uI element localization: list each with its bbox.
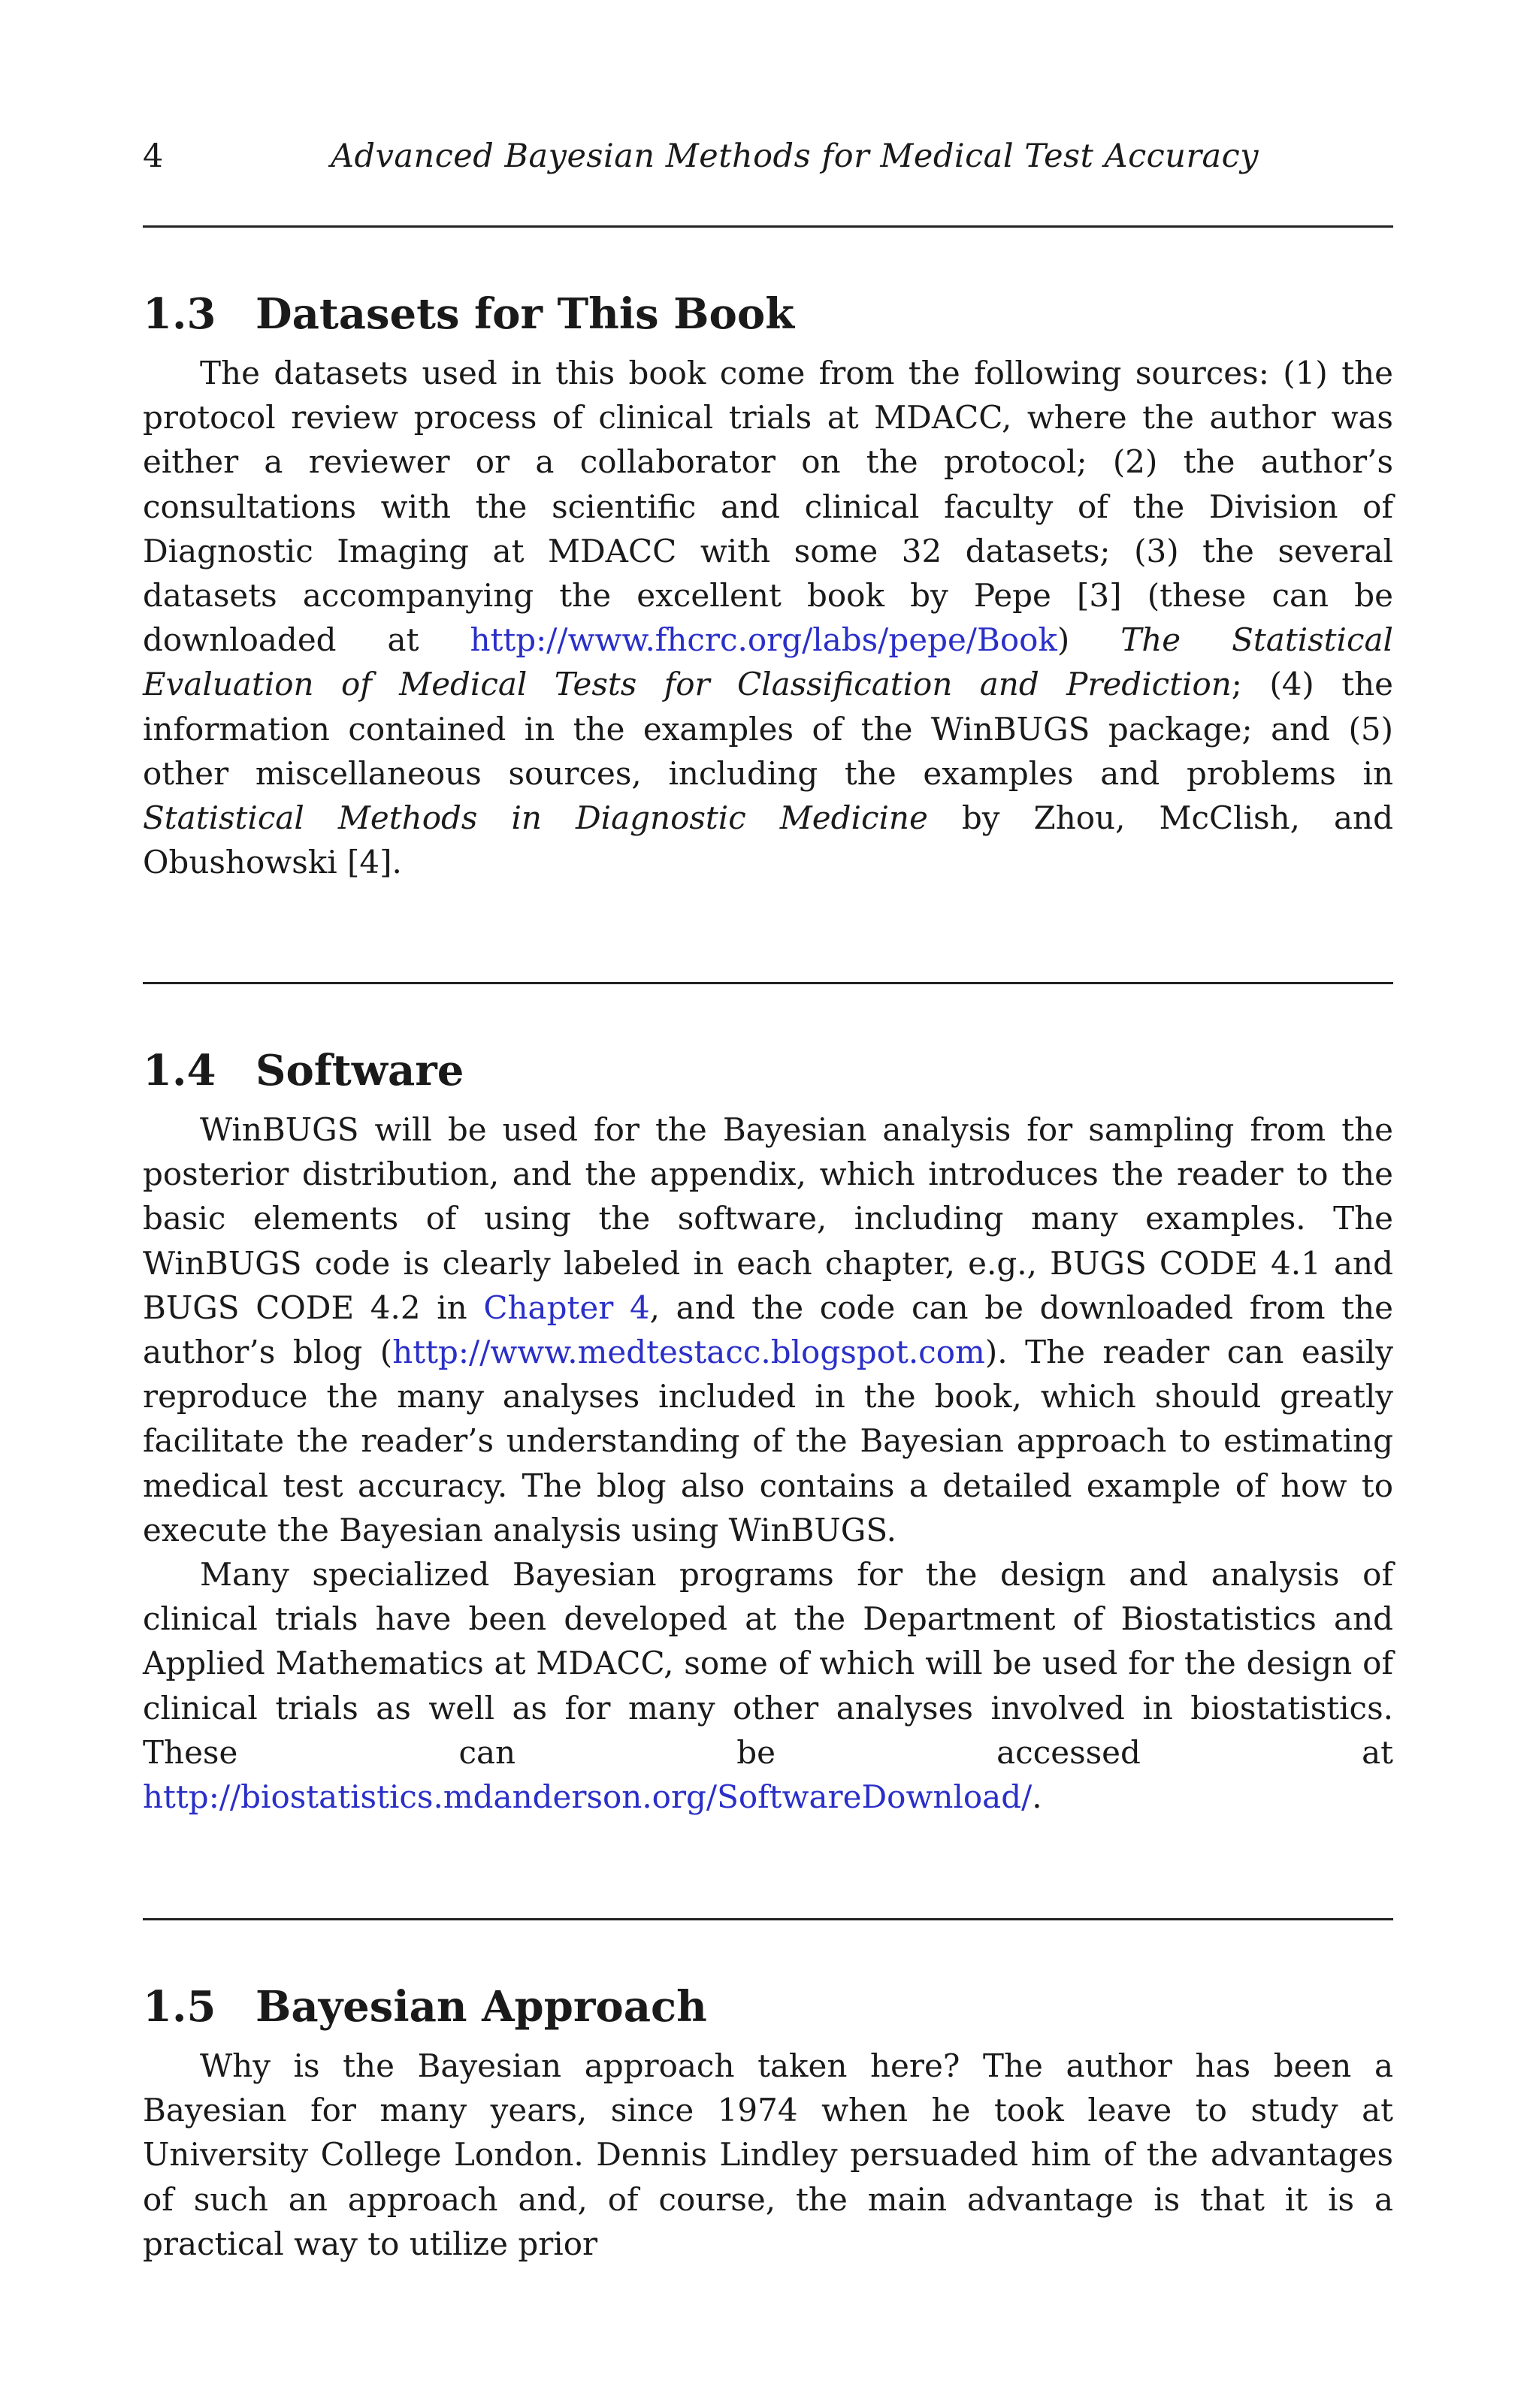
section-number: 1.4 [143,1046,216,1095]
running-head [143,134,1393,179]
body-paragraph [143,1107,1393,1552]
section-rule [143,982,1393,984]
book-title-italic: The Statistical Evaluation of Medical Tests for Classification and Prediction [143,621,1393,703]
section-number: 1.5 [143,1982,216,2032]
paragraph-text: WinBUGS will be used for the Bayesian analysis for sampling from the posterior distribution, and the appendix, which introduces the reader to the basic elements of using the software, including many examples. The WinBUGS code is clearly labeled in each chapter, e.g., BUGS CODE 4.1 and BUGS CODE 4.2 in [143,1111,1393,1326]
paragraph-text: ; (4) the information contained in the examples of the WinBUGS package; and (5) other miscellaneous sources, including the examples and problems in [143,666,1393,792]
pepe-book-link[interactable]: http://www.fhcrc.org/labs/pepe/Book [470,621,1057,659]
section-title: Software [255,1046,464,1095]
body-paragraph [143,2044,1393,2266]
body-paragraph [143,351,1393,884]
paragraph-text: The datasets used in this book come from the following sources: (1) the protocol review process of clinical trials at MDACC, where the author was either a reviewer or a collaborator on the protocol; (2) the author’s consultations with the scientific and clinical faculty of the Division of Diagnostic Imaging at MDACC with some 32 datasets; (3) the several datasets accompanying the excellent book by Pepe [3] (these can be downloaded at [143,355,1393,659]
book-page [143,0,1393,2408]
paragraph-text: ). The reader can easily reproduce the many analyses included in the book, which should greatly facilitate the reader’s understanding of the Bayesian approach to estimating medical test accuracy. The blog also contains a detailed example of how to execute the Bayesian analysis using WinBUGS. [143,1334,1393,1548]
paragraph-text: . [1032,1778,1042,1816]
page-number: 4 [143,137,164,175]
blog-link[interactable]: http://www.medtestacc.blogspot.com [392,1334,985,1371]
section-datasets [143,288,1393,884]
section-heading [143,1980,1393,2033]
section-bayesian-approach [143,1980,1393,2266]
section-heading [143,288,1393,340]
section-heading [143,1044,1393,1097]
paragraph-text: by Zhou, McClish, and Obushowski [4]. [143,799,1393,881]
paragraph-text: ) [1057,621,1121,659]
section-rule [143,1918,1393,1920]
software-download-link[interactable]: http://biostatistics.mdanderson.org/SoftwareDownload/ [143,1778,1033,1816]
section-number: 1.3 [143,289,216,339]
body-paragraph [143,1552,1393,1819]
chapter-4-link[interactable]: Chapter 4 [483,1289,650,1326]
paragraph-text: Why is the Bayesian approach taken here? The author has been a Bayesian for many years, since 1974 when he took leave to study at University College London. Dennis Lindley persuaded him of the advantages of such an approach and, of course, the main advantage is that it is a practical way to utilize prior [143,2047,1393,2262]
section-rule [143,225,1393,228]
paragraph-text: , and the code can be downloaded from the author’s blog ( [143,1289,1393,1371]
book-title-italic: Statistical Methods in Diagnostic Medicine [143,799,928,837]
running-title: Advanced Bayesian Methods for Medical Test Accuracy [331,137,1259,175]
section-title: Bayesian Approach [255,1982,707,2032]
paragraph-text: Many specialized Bayesian programs for the design and analysis of clinical trials have been developed at the Department of Biostatistics and Applied Mathematics at MDACC, some of which will be used for the design of clinical trials as well as for many other analyses involved in biostatistics. These can be accessed at [143,1556,1393,1771]
section-title: Datasets for This Book [255,289,795,339]
section-software [143,1044,1393,1819]
